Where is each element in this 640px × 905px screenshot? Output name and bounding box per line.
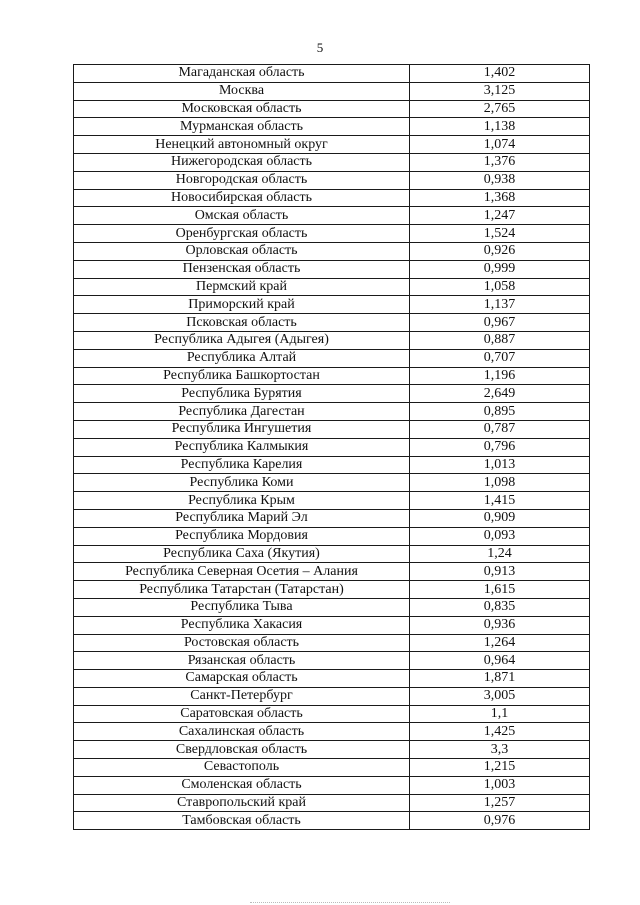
table-row xyxy=(74,118,590,136)
table-row xyxy=(74,492,590,510)
region-name-cell: Республика Дагестан xyxy=(74,403,410,421)
region-name-cell: Республика Алтай xyxy=(74,349,410,367)
table-row xyxy=(74,171,590,189)
region-name-cell: Пензенская область xyxy=(74,260,410,278)
coefficient-value-cell: 1,415 xyxy=(410,492,590,510)
region-name-cell: Республика Башкортостан xyxy=(74,367,410,385)
region-name-cell: Москва xyxy=(74,82,410,100)
coefficient-value-cell: 1,368 xyxy=(410,189,590,207)
table-row xyxy=(74,314,590,332)
region-name-cell: Московская область xyxy=(74,100,410,118)
coefficient-value-cell: 0,909 xyxy=(410,509,590,527)
coefficient-value-cell: 0,835 xyxy=(410,598,590,616)
coefficient-value-cell: 1,24 xyxy=(410,545,590,563)
table-row xyxy=(74,189,590,207)
region-name-cell: Оренбургская область xyxy=(74,225,410,243)
region-name-cell: Республика Татарстан (Татарстан) xyxy=(74,581,410,599)
table-row xyxy=(74,652,590,670)
region-name-cell: Республика Хакасия xyxy=(74,616,410,634)
table-body xyxy=(74,65,590,830)
coefficient-value-cell: 0,964 xyxy=(410,652,590,670)
table-row xyxy=(74,420,590,438)
region-name-cell: Республика Карелия xyxy=(74,456,410,474)
table-row xyxy=(74,527,590,545)
region-name-cell: Новосибирская область xyxy=(74,189,410,207)
coefficient-value-cell: 3,005 xyxy=(410,687,590,705)
table-row xyxy=(74,385,590,403)
coefficient-value-cell: 1,137 xyxy=(410,296,590,314)
region-coefficient-table xyxy=(73,64,590,830)
region-name-cell: Самарская область xyxy=(74,670,410,688)
page-number: 5 xyxy=(316,40,324,55)
region-name-cell: Ненецкий автономный округ xyxy=(74,136,410,154)
coefficient-value-cell: 1,003 xyxy=(410,776,590,794)
region-name-cell: Республика Марий Эл xyxy=(74,509,410,527)
region-name-cell: Сахалинская область xyxy=(74,723,410,741)
coefficient-value-cell: 2,649 xyxy=(410,385,590,403)
coefficient-value-cell: 1,524 xyxy=(410,225,590,243)
table-row xyxy=(74,367,590,385)
coefficient-value-cell: 1,098 xyxy=(410,474,590,492)
table-row xyxy=(74,759,590,777)
table-row xyxy=(74,136,590,154)
table-row xyxy=(74,225,590,243)
coefficient-value-cell: 1,257 xyxy=(410,794,590,812)
table-row xyxy=(74,331,590,349)
table-row xyxy=(74,616,590,634)
region-name-cell: Нижегородская область xyxy=(74,153,410,171)
coefficient-value-cell: 1,074 xyxy=(410,136,590,154)
table-row xyxy=(74,545,590,563)
table-row xyxy=(74,634,590,652)
region-name-cell: Псковская область xyxy=(74,314,410,332)
region-name-cell: Республика Саха (Якутия) xyxy=(74,545,410,563)
coefficient-value-cell: 0,967 xyxy=(410,314,590,332)
table-row xyxy=(74,723,590,741)
coefficient-value-cell: 1,215 xyxy=(410,759,590,777)
coefficient-value-cell: 1,615 xyxy=(410,581,590,599)
coefficient-value-cell: 1,058 xyxy=(410,278,590,296)
table-row xyxy=(74,741,590,759)
coefficient-value-cell: 0,895 xyxy=(410,403,590,421)
region-name-cell: Республика Коми xyxy=(74,474,410,492)
coefficient-value-cell: 0,976 xyxy=(410,812,590,830)
coefficient-value-cell: 0,938 xyxy=(410,171,590,189)
coefficient-value-cell: 1,013 xyxy=(410,456,590,474)
table-row xyxy=(74,260,590,278)
coefficient-value-cell: 1,402 xyxy=(410,65,590,83)
coefficient-value-cell: 0,926 xyxy=(410,242,590,260)
region-name-cell: Республика Бурятия xyxy=(74,385,410,403)
table-row xyxy=(74,581,590,599)
region-name-cell: Республика Северная Осетия – Алания xyxy=(74,563,410,581)
coefficient-value-cell: 1,425 xyxy=(410,723,590,741)
region-name-cell: Рязанская область xyxy=(74,652,410,670)
coefficient-value-cell: 0,787 xyxy=(410,420,590,438)
coefficient-value-cell: 1,871 xyxy=(410,670,590,688)
region-name-cell: Омская область xyxy=(74,207,410,225)
region-name-cell: Республика Калмыкия xyxy=(74,438,410,456)
table-row xyxy=(74,812,590,830)
table-row xyxy=(74,82,590,100)
region-name-cell: Республика Мордовия xyxy=(74,527,410,545)
table-row xyxy=(74,207,590,225)
region-name-cell: Пермский край xyxy=(74,278,410,296)
table-row xyxy=(74,403,590,421)
coefficient-value-cell: 2,765 xyxy=(410,100,590,118)
table-row xyxy=(74,100,590,118)
coefficient-value-cell: 1,247 xyxy=(410,207,590,225)
coefficient-value-cell: 1,1 xyxy=(410,705,590,723)
table-row xyxy=(74,296,590,314)
table-row xyxy=(74,670,590,688)
region-name-cell: Мурманская область xyxy=(74,118,410,136)
region-name-cell: Республика Крым xyxy=(74,492,410,510)
region-name-cell: Ростовская область xyxy=(74,634,410,652)
region-name-cell: Орловская область xyxy=(74,242,410,260)
table-row xyxy=(74,705,590,723)
region-name-cell: Саратовская область xyxy=(74,705,410,723)
region-name-cell: Севастополь xyxy=(74,759,410,777)
table-row xyxy=(74,794,590,812)
region-name-cell: Новгородская область xyxy=(74,171,410,189)
table-row xyxy=(74,598,590,616)
coefficient-value-cell: 3,3 xyxy=(410,741,590,759)
table-row xyxy=(74,474,590,492)
table-row xyxy=(74,242,590,260)
coefficient-value-cell: 0,913 xyxy=(410,563,590,581)
table-row xyxy=(74,278,590,296)
region-name-cell: Республика Тыва xyxy=(74,598,410,616)
coefficient-value-cell: 0,796 xyxy=(410,438,590,456)
table-row xyxy=(74,438,590,456)
region-name-cell: Магаданская область xyxy=(74,65,410,83)
region-name-cell: Республика Адыгея (Адыгея) xyxy=(74,331,410,349)
table-row xyxy=(74,509,590,527)
coefficient-value-cell: 0,999 xyxy=(410,260,590,278)
table-row xyxy=(74,349,590,367)
coefficient-value-cell: 0,707 xyxy=(410,349,590,367)
table-row xyxy=(74,153,590,171)
region-name-cell: Смоленская область xyxy=(74,776,410,794)
region-name-cell: Приморский край xyxy=(74,296,410,314)
coefficient-value-cell: 1,196 xyxy=(410,367,590,385)
coefficient-value-cell: 3,125 xyxy=(410,82,590,100)
region-name-cell: Тамбовская область xyxy=(74,812,410,830)
table-row xyxy=(74,776,590,794)
table-row xyxy=(74,65,590,83)
scan-edge-line xyxy=(250,902,450,904)
region-name-cell: Ставропольский край xyxy=(74,794,410,812)
coefficient-value-cell: 0,936 xyxy=(410,616,590,634)
region-name-cell: Санкт-Петербург xyxy=(74,687,410,705)
coefficient-value-cell: 0,887 xyxy=(410,331,590,349)
coefficient-value-cell: 0,093 xyxy=(410,527,590,545)
coefficient-value-cell: 1,376 xyxy=(410,153,590,171)
table-row xyxy=(74,456,590,474)
coefficient-value-cell: 1,138 xyxy=(410,118,590,136)
coefficient-value-cell: 1,264 xyxy=(410,634,590,652)
region-name-cell: Свердловская область xyxy=(74,741,410,759)
table-row xyxy=(74,687,590,705)
region-name-cell: Республика Ингушетия xyxy=(74,420,410,438)
table-row xyxy=(74,563,590,581)
